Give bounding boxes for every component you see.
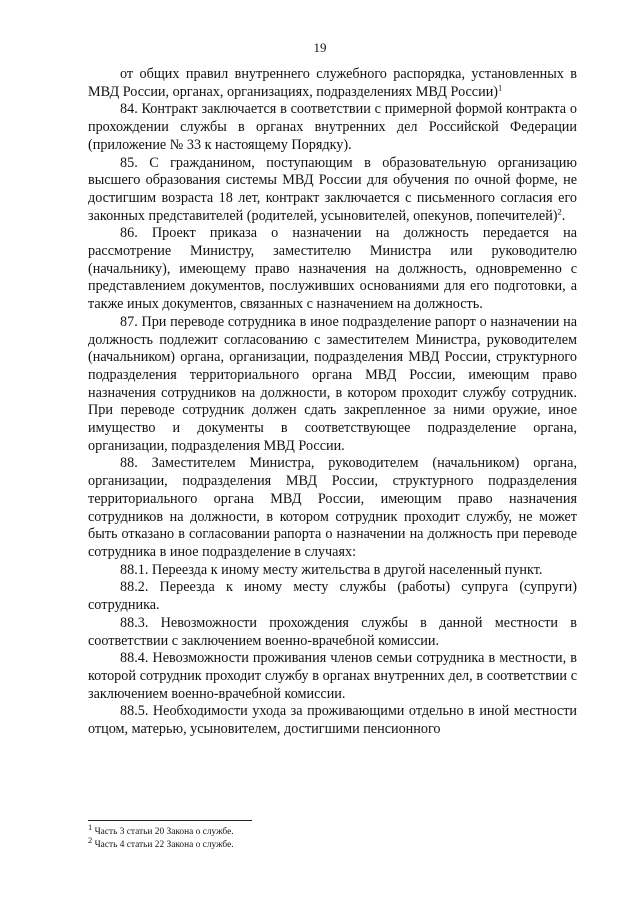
footnote-1: [88, 821, 577, 839]
footnote-text: Часть 3 статьи 20 Закона о службе.: [92, 827, 234, 837]
paragraph-text: 84. Контракт заключается в соответствии с примерной формой контракта о прохождении службы в органах внутренних дел Российской Федерации (приложение № 33 к настоящему Порядку).: [88, 101, 577, 153]
paragraph-text: 85. С гражданином, поступающим в образовательную организацию высшего образования системы МВД России для обучения по очной форме, не достигшим возраста 18 лет, контракт заключается с письменного согласия его законных представителей (родителей, усыновителей, опекунов, попечителей): [88, 154, 577, 224]
paragraph-text: 87. При переводе сотрудника в иное подразделение рапорт о назначении на должность подлежит согласованию с заместителем Министра, руководителем (начальником) органа, организации, подразделения МВД России, структурного подразделения территориального органа МВД России, имеющим право назначения сотрудников на должности, в котором проходит службу сотрудник. При переводе сотрудник должен сдать закрепленное за ними оружие, иное имущество и документы в соответствующее подразделение органа, организации, подразделения МВД России.: [88, 313, 577, 454]
footnote-text: Часть 4 статьи 22 Закона о службе.: [92, 839, 234, 850]
paragraph-88-4: [88, 650, 577, 703]
footnote-ref: 1: [498, 81, 503, 92]
footnote-mark: 2: [88, 834, 93, 845]
footnote-2: [88, 834, 577, 852]
paragraph-text: 88. Заместителем Министра, руководителем (начальником) органа, организации, подразделения МВД России, структурного подразделения территориального органа МВД России, имеющим право назначения сотрудников на должности, в котором сотрудник проходит службу, не может быть отказано в согласовании рапорта о назначении на должность при переводе сотрудника в иное подразделение в случаях:: [88, 455, 577, 560]
paragraph-continuation: [88, 66, 577, 101]
footnote-divider: [88, 820, 252, 821]
paragraph-suffix: .: [561, 207, 566, 224]
paragraph-88-2: [88, 579, 577, 614]
paragraph-86: [88, 225, 577, 314]
footnote-mark: 1: [88, 821, 93, 832]
body-text: [88, 66, 577, 739]
paragraph-88: [88, 455, 577, 561]
paragraph-text: 88.5. Необходимости ухода за проживающими отдельно в иной местности отцом, матерью, усыновителем, достигшими пенсионного: [88, 703, 577, 738]
paragraph-text: 88.4. Невозможности проживания членов семьи сотрудника в местности, в которой сотрудник проходит службу в органах внутренних дел, в соответствии с заключением военно-врачебной комиссии.: [88, 650, 577, 702]
paragraph-88-1: [88, 562, 577, 580]
paragraph-88-5: [88, 703, 577, 738]
paragraph-84: [88, 101, 577, 154]
paragraph-text: 88.2. Переезда к иному месту службы (работы) супруга (супруги) сотрудника.: [88, 579, 577, 614]
paragraph-text: 88.3. Невозможности прохождения службы в данной местности в соответствии с заключением военно-врачебной комиссии.: [88, 614, 577, 649]
paragraph-88-3: [88, 615, 577, 650]
paragraph-text: 86. Проект приказа о назначении на должность передается на рассмотрение Министру, заместителю Министра или руководителю (начальнику), имеющему право назначения на должность, одновременно с представлением документов, послуживших основаниями для его подготовки, а также иных документов, связанных с назначением на должность.: [88, 225, 577, 313]
paragraph-85: [88, 155, 577, 226]
footnote-ref: 2: [557, 205, 562, 216]
page-number: 19: [313, 40, 327, 55]
footnotes: [88, 820, 577, 851]
paragraph-87: [88, 314, 577, 456]
paragraph-text: от общих правил внутреннего служебного распорядка, установленных в МВД России, органах, организациях, подразделениях МВД России): [88, 66, 577, 100]
paragraph-text: 88.1. Переезда к иному месту жительства в другой населенный пункт.: [120, 561, 543, 578]
